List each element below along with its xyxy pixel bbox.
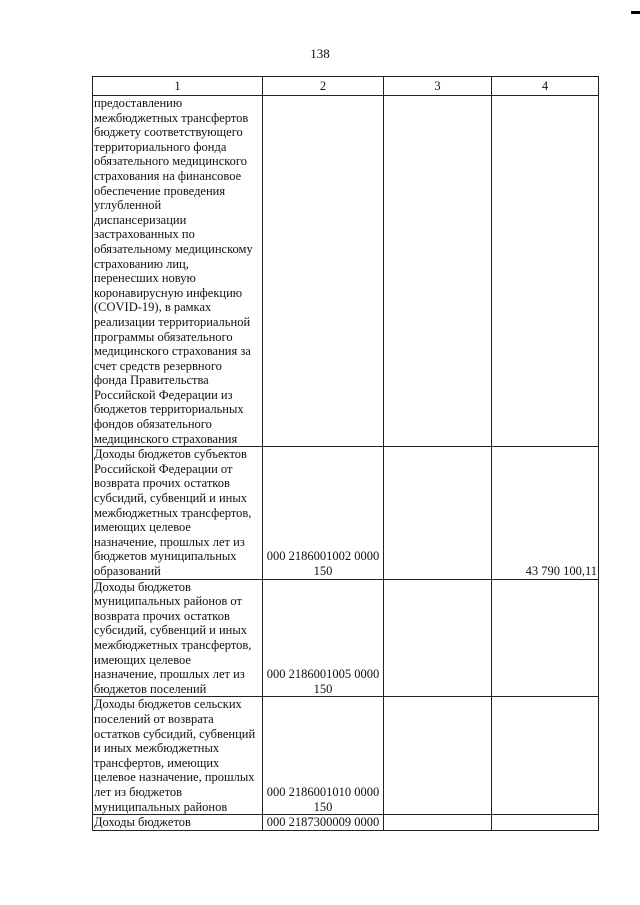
column-header-1: 1 [93,77,263,96]
table-row [93,96,599,447]
table-row [93,815,599,831]
row-col3-cell [384,697,492,815]
row-name-cell: Доходы бюджетов субъектов Российской Федерации от возврата прочих остатков субсидий, субвенций и иных межбюджетных трансфертов, имеющих целевое назначение, прошлых лет из бюджетов муниципальных образований [93,447,263,579]
row-name-cell: Доходы бюджетов муниципальных районов от возврата прочих остатков субсидий, субвенций и иных межбюджетных трансфертов, имеющих целевое назначение, прошлых лет из бюджетов поселений [93,579,263,697]
table-header-row [93,77,599,96]
row-code-cell: 000 2186001005 0000 150 [263,579,384,697]
table-row [93,697,599,815]
column-header-2: 2 [263,77,384,96]
table-row [93,579,599,697]
row-col3-cell [384,96,492,447]
row-amount-cell [492,96,599,447]
row-amount-cell: 43 790 100,11 [492,447,599,579]
page-number: 138 [310,46,330,61]
row-code-cell [263,96,384,447]
row-col3-cell [384,447,492,579]
row-code-cell: 000 2186001010 0000 150 [263,697,384,815]
column-header-3: 3 [384,77,492,96]
row-code-cell: 000 2186001002 0000 150 [263,447,384,579]
column-header-4: 4 [492,77,599,96]
row-col3-cell [384,815,492,831]
revenue-table [92,76,599,831]
row-code-cell: 000 2187300009 0000 [263,815,384,831]
row-amount-cell [492,697,599,815]
row-name-cell: Доходы бюджетов [93,815,263,831]
row-amount-cell [492,579,599,697]
corner-mark [631,11,640,14]
row-name-cell: Доходы бюджетов сельских поселений от возврата остатков субсидий, субвенций и иных межбюджетных трансфертов, имеющих целевое назначение, прошлых лет из бюджетов муниципальных районов [93,697,263,815]
row-name-cell: предоставлению межбюджетных трансфертов бюджету соответствующего территориального фонда обязательного медицинского страхования на финансовое обеспечение проведения углубленной диспансеризации застрахованных по обязательному медицинскому страхованию лиц, перенесших новую коронавирусную инфекцию (COVID-19), в рамках реализации территориальной программы обязательного медицинского страхования за счет средств резервного фонда Правительства Российской Федерации из бюджетов территориальных фондов обязательного медицинского страхования [93,96,263,447]
row-amount-cell [492,815,599,831]
table-row [93,447,599,579]
row-col3-cell [384,579,492,697]
